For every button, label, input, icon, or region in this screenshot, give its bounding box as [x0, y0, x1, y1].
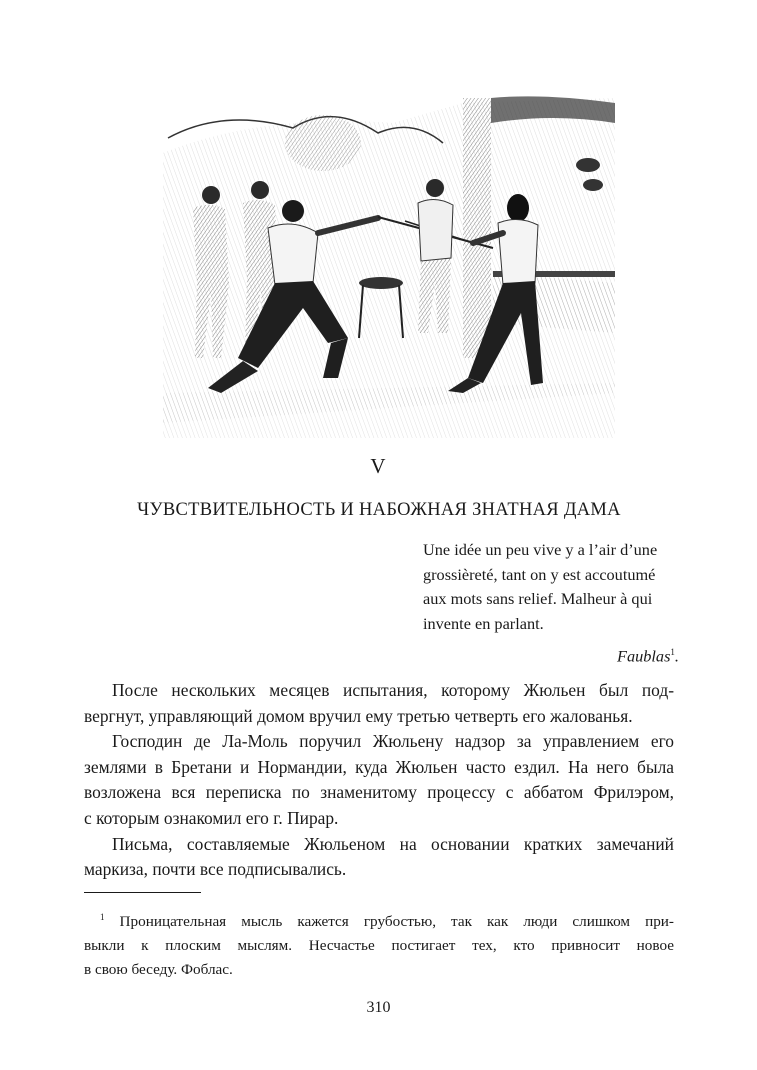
body-text [84, 678, 674, 883]
body-line: Письма, составляемые Жюльеном на основании кратких замечаний [112, 833, 674, 854]
chapter-title: ЧУВСТВИТЕЛЬНОСТЬ И НАБОЖНАЯ ЗНАТНАЯ ДАМА [137, 500, 621, 520]
body-line: землями в Бретани и Нормандии, куда Жюльен часто ездил. На него была [84, 756, 674, 777]
epigraph-source-author: Faublas [617, 646, 671, 666]
epigraph-source [423, 640, 679, 669]
footnote [84, 905, 674, 982]
body-line: После нескольких месяцев испытания, которому Жюльен был под- [112, 680, 674, 700]
epigraph-line: invente en parlant. [423, 613, 544, 633]
footnote-mark: 1 [100, 912, 105, 922]
epigraph [423, 538, 679, 669]
epigraph-source-punctuation: . [674, 646, 679, 666]
footnote-reference[interactable]: 1 [670, 647, 675, 657]
body-line: возложена вся переписка по знаменитому процессу с аббатом Фрилэром, [84, 782, 674, 803]
body-line: маркиза, почти все подписывались. [84, 859, 347, 880]
footnote-divider [84, 892, 201, 893]
epigraph-line: Une idée un peu vive y a l’air d’une [423, 540, 658, 559]
footnote-line: в свою беседу. Фоблас. [84, 961, 233, 979]
epigraph-line: grossièreté, tant on y est accoutumé [423, 564, 656, 584]
body-line: с которым ознакомил его г. Пирар. [84, 807, 339, 828]
footnote-line: выкли к плоским мыслям. Несчастье постигает тех, кто привносит новое [84, 937, 674, 955]
footnote-line [84, 905, 674, 934]
footnote-line-text: Проницательная мысль кажется грубостью, так как люди слишком при- [119, 913, 674, 931]
page-number: 310 [366, 999, 391, 1016]
fencing-engraving-illustration [163, 93, 615, 443]
body-line: вергнут, управляющий домом вручил ему третью четверть его жалованья. [84, 705, 633, 726]
chapter-number: V [370, 454, 387, 478]
epigraph-line: aux mots sans relief. Malheur à qui [423, 589, 653, 608]
body-line: Господин де Ла-Моль поручил Жюльену надзор за управлением его [112, 731, 674, 752]
